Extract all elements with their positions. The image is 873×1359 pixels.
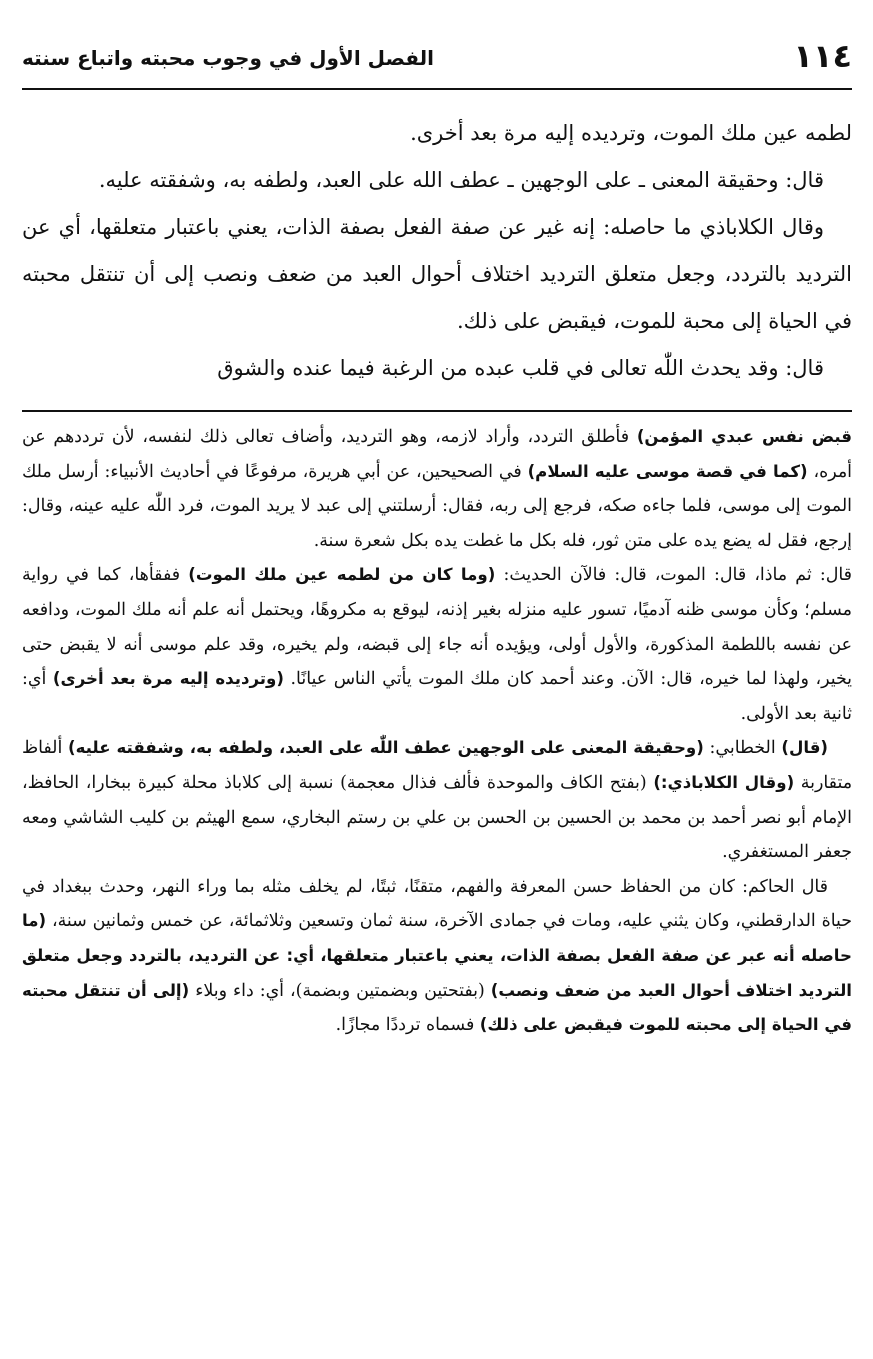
commentary-text: (بفتح الكاف والموحدة فألف فذال معجمة) نسبة إلى كلاباذ محلة كبيرة ببخارا، الحافظ، الإمام أبو نصر أحمد بن محمد بن الحسين بن الحسن بن علي بن رستم البخاري، سمع الهيثم بن كليب الشاشي ومعه جعفر المستغفري. xyxy=(22,772,852,863)
footnote-divider xyxy=(22,410,852,412)
quoted-text: (وما كان من لطمه عين ملك الموت) xyxy=(188,565,496,585)
page-header xyxy=(22,28,852,90)
quoted-text: قبض نفس عبدي المؤمن) xyxy=(636,427,852,446)
quoted-text: (قال) xyxy=(781,738,829,758)
main-paragraph-2: قال: وحقيقة المعنى ـ على الوجهين ـ عطف الله على العبد، ولطفه به، وشفقته عليه. xyxy=(98,168,824,192)
quoted-text: (كما في قصة موسى عليه السلام) xyxy=(527,461,808,481)
commentary-text: في الصحيحين، عن أبي هريرة، مرفوعًا في أحاديث الأنبياء: أرسل ملك الموت إلى موسى، فلما جاءه صكه، فرجع إلى ربه، فقال: أرسلتني إلى عبد لا يريد الموت، فرد اللّٰه عليه عينه، وقال: إرجع، فقل له يضع يده على متن ثور، فله بكل ما غطت يده بكل شعرة سنة. xyxy=(22,461,852,551)
quoted-text: (ما حاصله أنه عبر عن صفة الفعل بصفة الذات، يعني باعتبار متعلقها، أي: عن الترديد، بالتردد وجعل متعلق الترديد اختلاف أحوال العبد من ضعف ونصب) xyxy=(22,911,852,1000)
commentary xyxy=(22,420,852,1043)
commentary-text: (بفتحتين وبضمتين وبضمة)، أي: داء وبلاء xyxy=(189,980,491,1001)
commentary-text: قال الحاكم: كان من الحفاظ حسن المعرفة والفهم، متقنًا، ثبتًا، لم يخلف مثله بما وراء النهر، وحدث ببغداد في حياة الدارقطني، وكان يثني عليه، ومات في جمادى الآخرة، سنة ثمان وتسعين وثلاثمائة، عن خمس وثمانين سنة، xyxy=(22,876,852,932)
book-page xyxy=(22,28,852,1338)
commentary-paragraph-2 xyxy=(22,558,852,731)
commentary-paragraph-1 xyxy=(22,420,852,558)
main-paragraph-3: وقال الكلاباذي ما حاصله: إنه غير عن صفة الفعل بصفة الذات، يعني باعتبار متعلقها، أي عن الترديد بالتردد، وجعل متعلق الترديد اختلاف أحوال العبد من ضعف ونصب إلى أن تنتقل محبته في الحياة إلى محبة للموت، فيقبض على ذلك. xyxy=(22,215,852,333)
commentary-paragraph-3 xyxy=(22,731,852,869)
quoted-text: (وترديده إليه مرة بعد أخرى) xyxy=(52,669,284,689)
commentary-text: فأطلق التردد، وأراد لازمه، وهو الترديد، وأضاف تعالى ذلك لنفسه، لأن ترددهم عن أمره، xyxy=(22,427,852,482)
commentary-text: فسماه ترددًا مجازًا. xyxy=(335,1015,480,1036)
main-paragraph-4: قال: وقد يحدث اللّٰه تعالى في قلب عبده من الرغبة فيما عنده والشوق xyxy=(217,356,824,380)
main-text xyxy=(22,110,852,392)
page-number: ١١٤ xyxy=(793,37,852,75)
quoted-text: (إلى أن تنتقل محبته في الحياة إلى محبته للموت فيقبض على ذلك) xyxy=(22,980,852,1035)
quoted-text: (وحقيقة المعنى على الوجهين عطف اللّٰه على العبد، ولطفه به، وشفقته عليه) xyxy=(68,738,704,758)
commentary-text: قال: ثم ماذا، قال: الموت، قال: فالآن الحديث: xyxy=(495,565,852,586)
main-paragraph-1: لطمه عين ملك الموت، وترديده إليه مرة بعد أخرى. xyxy=(410,121,852,145)
commentary-text: ألفاظ متقاربة xyxy=(22,738,853,793)
commentary-text: الخطابي: xyxy=(703,738,782,759)
commentary-text: أي: ثانية بعد الأولى. xyxy=(22,669,852,724)
commentary-paragraph-4 xyxy=(22,870,852,1043)
running-title: الفصل الأول في وجوب محبته واتباع سنته xyxy=(22,46,434,70)
commentary-text: ففقأها، كما في رواية مسلم؛ وكأن موسى ظنه آدميًا، تسور عليه منزله بغير إذنه، ليوقع به مكروهًا، ويحتمل أنه علم أنه ملك الموت، ودافعه عن نفسه باللطمة المذكورة، والأول أولى، ويؤيده أنه جاء إلى قبضه، ولم يخيره، وقد علم موسى أنه لا يقبض حتى يخير، ولهذا لما خيره، قال: الآن. وعند أحمد كان ملك الموت يأتي الناس عيانًا. xyxy=(22,565,853,690)
quoted-text: (وقال الكلاباذي:) xyxy=(653,772,795,792)
